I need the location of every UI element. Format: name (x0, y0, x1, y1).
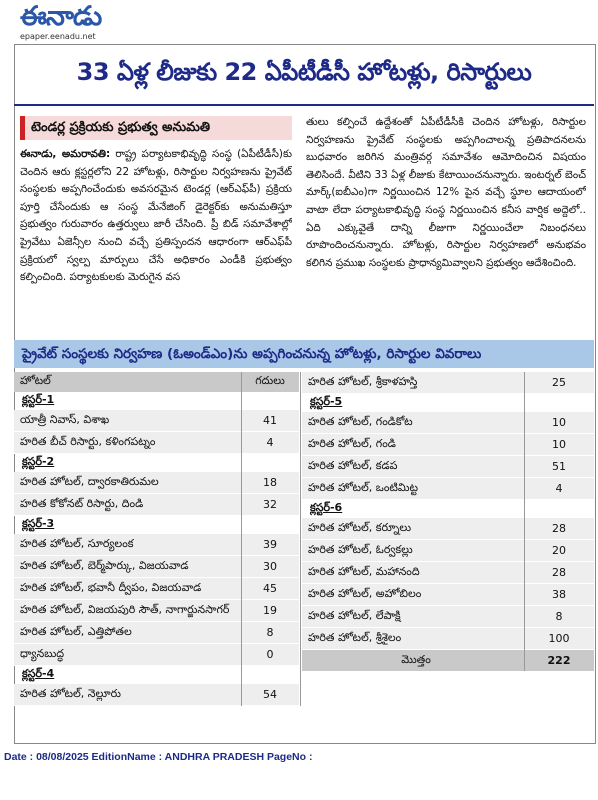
hotels-table-right (302, 372, 594, 671)
table-row (302, 412, 594, 434)
subheading: టెండర్ల ప్రక్రియకు ప్రభుత్వ అనుమతి (20, 116, 292, 140)
cluster-heading (302, 500, 594, 518)
hotel-name: హరిత హోటల్, సూర్యలంక (20, 536, 134, 550)
room-count: 45 (263, 582, 277, 595)
hotel-name: హరిత హోటల్, గండికోట (308, 414, 413, 428)
hotel-name: హరిత హోటల్, లేపాక్షి (308, 608, 401, 622)
hotel-name: హరిత కోకోనట్ రిసార్టు, దిండి (20, 496, 144, 510)
dateline: ఈనాడు, అమరావతి: (20, 148, 111, 160)
table-row (302, 434, 594, 456)
table-row (14, 600, 299, 622)
header-hotel: హోటల్ (20, 374, 51, 387)
table-row (14, 534, 299, 556)
room-count: 18 (263, 476, 277, 489)
room-count: 8 (266, 626, 274, 639)
hotel-name: హరిత హోటల్, నెల్లూరు (20, 686, 121, 700)
hotel-name: యాత్రీ నివాస్, విశాఖ (20, 412, 110, 426)
header-rooms: గదులు (255, 374, 285, 387)
hotel-name: హరిత హోటల్, గండి (308, 436, 396, 450)
eenadu-logo: ఈనాడు (20, 1, 102, 32)
room-count: 30 (263, 560, 277, 573)
table-row (302, 584, 594, 606)
table-row (302, 562, 594, 584)
table-row (14, 644, 299, 666)
room-count: 4 (266, 436, 274, 449)
table-row (14, 622, 299, 644)
hotel-name: హరిత హోటల్, ద్వారకాతిరుమల (20, 474, 159, 488)
hotel-name: ధ్యానబుద్ధ (20, 646, 65, 660)
total-label: మొత్తం (401, 652, 431, 666)
room-count: 32 (263, 498, 277, 511)
cluster-label: క్లస్టర్-3 (22, 517, 55, 530)
epaper-url: epaper.eenadu.net (20, 32, 96, 41)
room-count: 0 (266, 648, 274, 661)
room-count: 10 (552, 416, 566, 429)
table-column-divider (524, 372, 525, 671)
table-row (302, 372, 594, 394)
table-row (14, 556, 299, 578)
table-column-divider (241, 372, 242, 706)
table-row (302, 478, 594, 500)
cluster-heading (302, 394, 594, 412)
table-row (302, 518, 594, 540)
hotel-name: హరిత హోటల్, అహోబిలం (308, 586, 422, 600)
table-row (302, 456, 594, 478)
room-count: 10 (552, 438, 566, 451)
hotel-name: హరిత హోటల్, కర్నూలు (308, 520, 412, 534)
room-count: 28 (552, 566, 566, 579)
hotel-name: హరిత హోటల్, శ్రీశైలం (308, 630, 402, 644)
hotel-name: హరిత హోటల్, శ్రీకాళహస్తి (308, 374, 418, 388)
cluster-label: క్లస్టర్-2 (22, 455, 55, 468)
cluster-label: క్లస్టర్-4 (22, 667, 55, 680)
article-column-left (20, 146, 292, 330)
room-count: 4 (555, 482, 563, 495)
room-count: 100 (548, 632, 570, 645)
room-count: 19 (263, 604, 277, 617)
room-count: 39 (263, 538, 277, 551)
room-count: 41 (263, 414, 277, 427)
headline-divider (14, 104, 594, 106)
table-column-divider (300, 372, 301, 706)
hotel-name: హరిత హోటల్, ఎత్తిపోతల (20, 624, 132, 638)
hotel-name: హరిత హోటల్, ఒంటిమిట్ట (308, 480, 419, 494)
room-count: 28 (552, 522, 566, 535)
hotels-table-left (14, 372, 299, 706)
room-count: 51 (552, 460, 566, 473)
table-row (14, 472, 299, 494)
room-count: 38 (552, 588, 566, 601)
table-row (14, 684, 299, 706)
cluster-heading (14, 392, 299, 410)
room-count: 8 (555, 610, 563, 623)
table-row (302, 606, 594, 628)
article-text-right: తులు కల్పించే ఉద్దేశంతో ఏపీటీడీసీకి చెందిన హోటళ్లు, రిసార్టుల నిర్వహణను ప్రైవేట్ సంస్థలకు అప్పగించాలన్న ప్రతిపాదనలను బుధవారం జరిగిన మంత్రివర్గ సమావేశం ఆమోదించిన విషయం తెలిసిందే. వీటిని 33 ఏళ్ల లీజుకు కేటాయించనున్నారు. ఇంటర్నల్ బెంచ్ మార్క్(ఐబీఎం)గా నిర్ణయించిన 12% పైన వచ్చే స్థూల ఆదాయంలో వాటా లేదా పర్యాటకాభివృద్ధి సంస్థ నిర్ణయించిన కనీస వార్షిక అద్దెలో.. ఏది ఎక్కువైతే దాన్ని లీజుగా నిర్ణయించేలా నిబంధనలు రూపొందించనున్నారు. హోటళ్లు, రిసార్టుల నిర్వహణలో అనుభవం కలిగిన ప్రముఖ సంస్థలకు ప్రాధాన్యమివ్వాలని ప్రభుత్వం ఆదేశించింది. (306, 116, 586, 269)
hotel-name: హరిత హోటల్, విజయపురి సౌత్, నాగార్జునసాగర్ (20, 602, 230, 616)
cluster-heading (14, 516, 299, 534)
hotel-name: హరిత హోటల్, కడప (308, 458, 398, 472)
cluster-label: క్లస్టర్-6 (310, 501, 343, 514)
cluster-heading (14, 454, 299, 472)
table-row (302, 540, 594, 562)
headline: 33 ఏళ్ల లీజుకు 22 ఏపీటీడీసీ హోటళ్లు, రిసార్టులు (76, 58, 532, 86)
table-row (14, 432, 299, 454)
hotel-name: హరిత హోటల్, బెర్మ్‌పార్కు, విజయవాడ (20, 558, 189, 572)
table-row (14, 410, 299, 432)
cluster-label: క్లస్టర్-5 (310, 395, 343, 408)
hotel-name: హరిత హోటల్, ఓర్వకల్లు (308, 542, 413, 556)
table-row (14, 494, 299, 516)
table-row (302, 628, 594, 650)
edition-footer: Date : 08/08/2025 EditionName : ANDHRA PRADESH PageNo : (4, 751, 313, 763)
article-text-left: రాష్ట్ర పర్యాటకాభివృద్ధి సంస్థ (ఏపీటీడీసీ)కు చెందిన ఆరు క్లస్టర్లలోని 22 హోటళ్లు, రిసార్టుల నిర్వహణను ప్రైవేట్ సంస్థలకు అప్పగించేందుకు అవసరమైన టెండర్ల (ఆర్ఎఫ్‌పీ) ప్రక్రియ పూర్తి చేసేందుకు ఆ సంస్థ మేనేజింగ్ డైరెక్టర్‌కు అనుమతిస్తూ ప్రభుత్వం గురువారం ఉత్తర్వులు జారీ చేసింది. ప్రీ బిడ్ సమావేశాల్లో ప్రైవేటు ఏజెన్సీల నుంచి వచ్చే ప్రతిస్పందన ఆధారంగా ఆర్ఎఫ్‌పీ ప్రక్రియలో స్వల్ప మార్పులు చేసే అధికారం ఎండీకి ప్రభుత్వం కల్పించింది. పర్యాటకులకు మెరుగైన వస (20, 148, 292, 284)
room-count: 20 (552, 544, 566, 557)
cluster-heading (14, 666, 299, 684)
article-column-right (306, 114, 586, 336)
cluster-label: క్లస్టర్-1 (22, 393, 55, 406)
hotel-name: హరిత హోటల్, భవానీ ద్వీపం, విజయవాడ (20, 580, 202, 594)
total-rooms: 222 (547, 654, 571, 667)
table-row (14, 578, 299, 600)
table-header (14, 372, 299, 392)
room-count: 25 (552, 376, 566, 389)
table-title: ప్రైవేట్ సంస్థలకు నిర్వహణ (ఓఅండ్ఎం)ను అప్పగించనున్న హోటళ్లు, రిసార్టుల వివరాలు (14, 340, 594, 368)
total-row (302, 650, 594, 671)
hotel-name: హరిత హోటల్, మహానంది (308, 564, 420, 578)
room-count: 54 (263, 688, 277, 701)
hotel-name: హరిత బీచ్ రిసార్టు, కళింగపట్నం (20, 434, 156, 448)
